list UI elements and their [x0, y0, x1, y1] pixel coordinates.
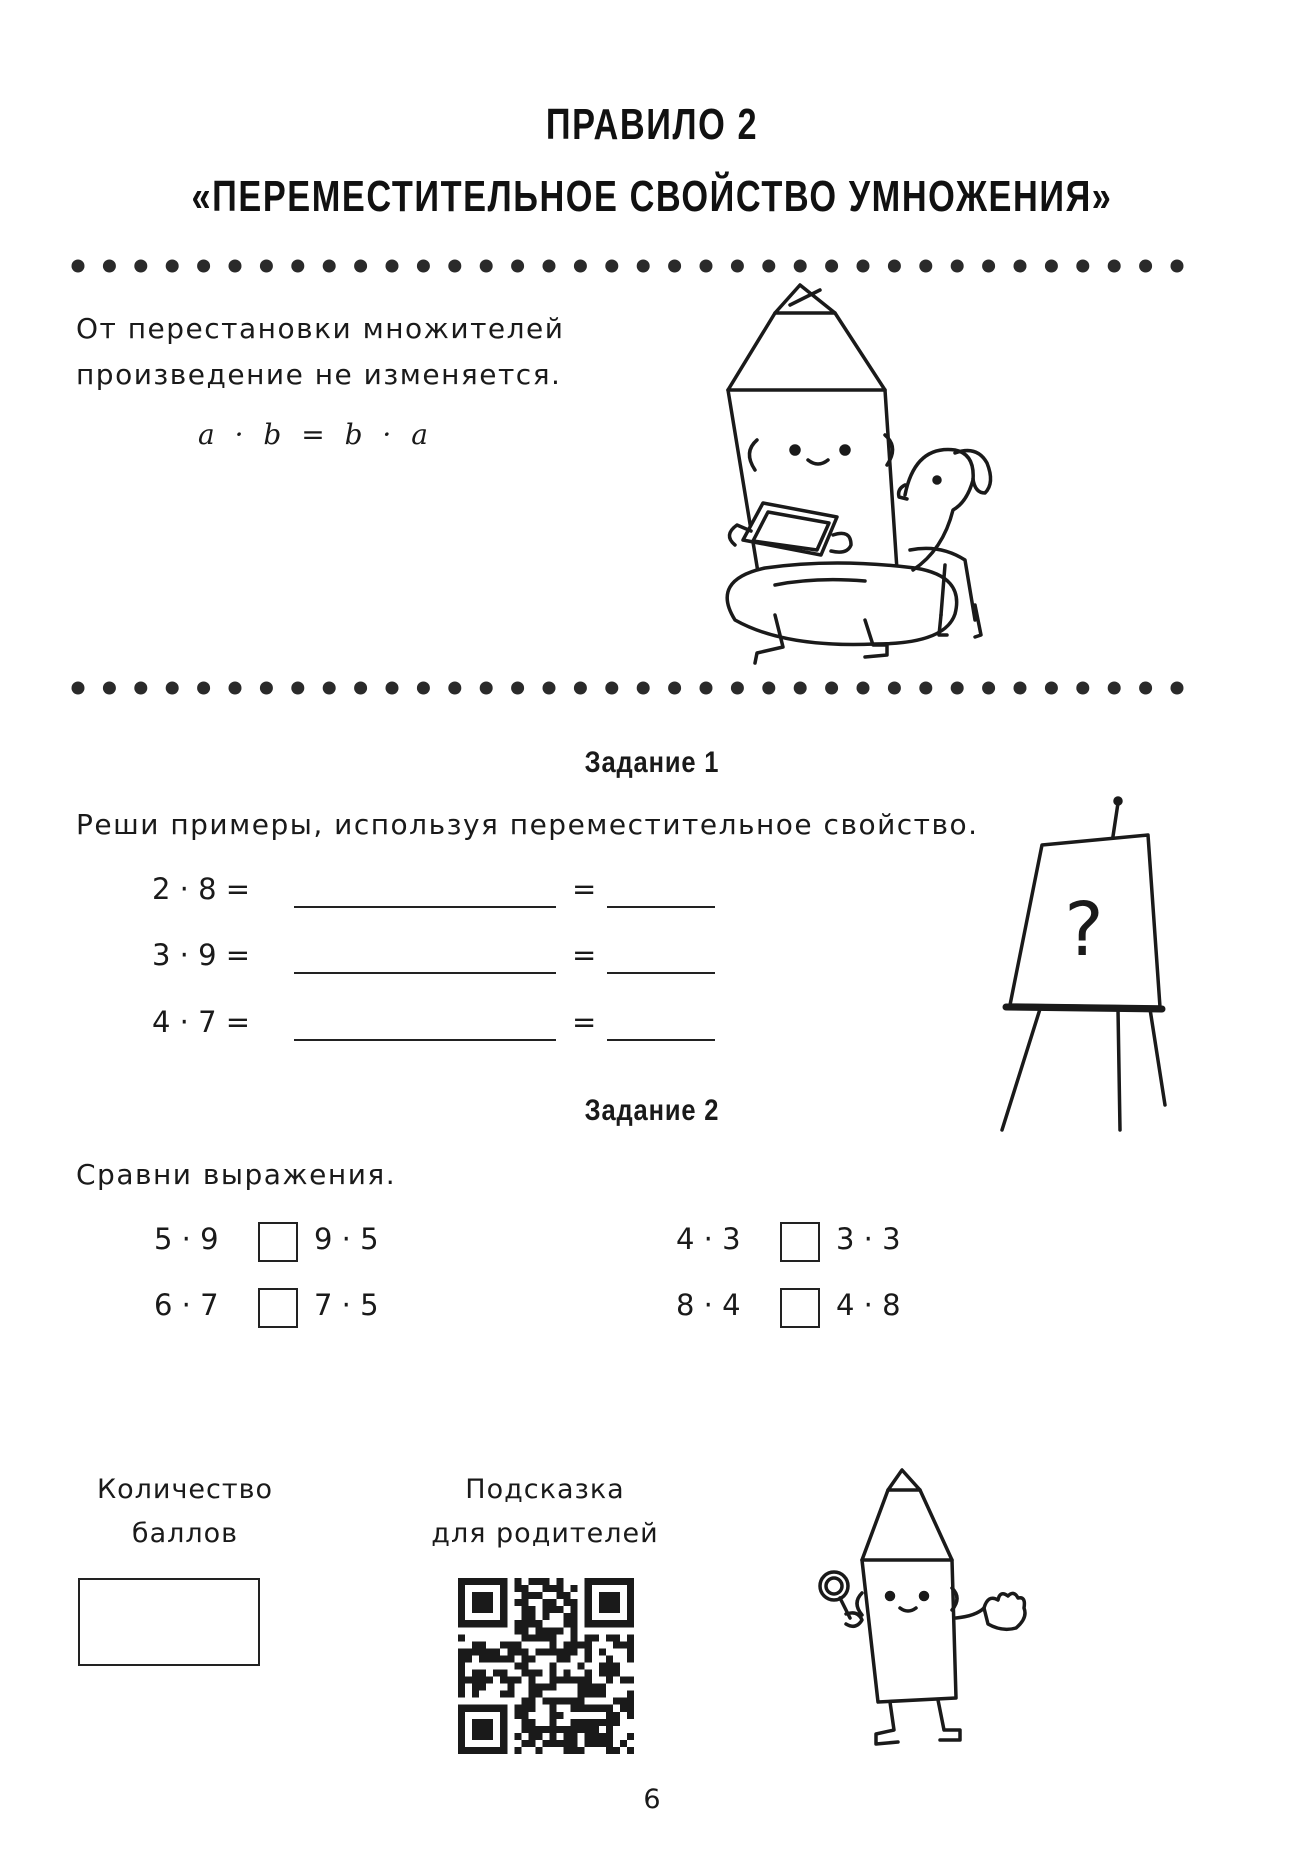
compare-row	[676, 1288, 936, 1328]
compare-left: 6 · 7	[154, 1288, 219, 1322]
divider-dot	[166, 260, 179, 273]
divider-dot	[1171, 682, 1184, 695]
score-label-line2: баллов	[131, 1518, 239, 1549]
task1-instruction: Реши примеры, используя переместительное свойство.	[76, 808, 979, 841]
divider-dot	[1139, 682, 1152, 695]
divider-dot	[668, 682, 681, 695]
task1-expression: 3 · 9 =	[152, 938, 251, 972]
divider-dot	[354, 260, 367, 273]
equals-sign: =	[572, 872, 597, 906]
divider-dot	[417, 682, 430, 695]
divider-dot	[72, 682, 85, 695]
divider-dot	[480, 260, 493, 273]
divider-dot	[668, 260, 681, 273]
divider-dot	[794, 260, 807, 273]
divider-dot	[982, 260, 995, 273]
divider-dot	[103, 260, 116, 273]
dotted-divider-top	[70, 256, 1190, 276]
compare-left: 8 · 4	[676, 1288, 741, 1322]
answer-line-result[interactable]	[607, 1039, 715, 1041]
divider-dot	[951, 260, 964, 273]
divider-dot	[762, 682, 775, 695]
score-label-line1: Количество	[96, 1474, 274, 1505]
divider-dot	[511, 260, 524, 273]
divider-dot	[134, 682, 147, 695]
divider-dot	[229, 682, 242, 695]
compare-sign-box[interactable]	[258, 1222, 298, 1262]
compare-sign-box[interactable]	[780, 1222, 820, 1262]
task1-expression: 2 · 8 =	[152, 872, 251, 906]
divider-dot	[794, 682, 807, 695]
task2-instruction: Сравни выражения.	[76, 1158, 397, 1191]
pencil-character-with-dog-illustration	[705, 285, 1045, 665]
dotted-divider-middle	[70, 678, 1190, 698]
divider-dot	[574, 682, 587, 695]
parent-hint-line1: Подсказка	[465, 1474, 625, 1505]
divider-dot	[1108, 260, 1121, 273]
task2-heading: Задание 2	[584, 1094, 720, 1127]
divider-dot	[1076, 682, 1089, 695]
divider-dot	[1108, 682, 1121, 695]
divider-dot	[1045, 682, 1058, 695]
divider-dot	[857, 260, 870, 273]
divider-dot	[762, 260, 775, 273]
rule-formula: a · b = b · a	[198, 418, 430, 451]
divider-dot	[386, 682, 399, 695]
divider-dot	[511, 682, 524, 695]
task1-expression: 4 · 7 =	[152, 1005, 251, 1039]
answer-line-swapped[interactable]	[294, 1039, 556, 1041]
divider-dot	[448, 682, 461, 695]
divider-dot	[1045, 260, 1058, 273]
score-box[interactable]	[78, 1578, 260, 1666]
divider-dot	[731, 682, 744, 695]
divider-dot	[323, 682, 336, 695]
divider-dot	[1171, 260, 1184, 273]
divider-dot	[637, 682, 650, 695]
task1-heading: Задание 1	[584, 746, 720, 779]
divider-dot	[323, 260, 336, 273]
divider-dot	[700, 260, 713, 273]
compare-right: 9 · 5	[314, 1222, 379, 1256]
divider-dot	[919, 260, 932, 273]
divider-dot	[134, 260, 147, 273]
divider-dot	[354, 682, 367, 695]
divider-dot	[448, 260, 461, 273]
qr-code-image[interactable]	[458, 1578, 634, 1754]
divider-dot	[386, 260, 399, 273]
score-label	[60, 1468, 310, 1556]
answer-line-swapped[interactable]	[294, 972, 556, 974]
divider-dot	[1139, 260, 1152, 273]
compare-left: 5 · 9	[154, 1222, 219, 1256]
parent-hint-label	[410, 1468, 680, 1556]
answer-line-swapped[interactable]	[294, 906, 556, 908]
divider-dot	[291, 260, 304, 273]
divider-dot	[543, 260, 556, 273]
divider-dot	[543, 682, 556, 695]
compare-row	[676, 1222, 936, 1262]
divider-dot	[637, 260, 650, 273]
rule-text-line1: От перестановки множителей	[76, 312, 565, 345]
divider-dot	[1014, 682, 1027, 695]
compare-row	[154, 1288, 414, 1328]
compare-right: 7 · 5	[314, 1288, 379, 1322]
divider-dot	[919, 682, 932, 695]
divider-dot	[825, 682, 838, 695]
divider-dot	[260, 682, 273, 695]
divider-dot	[951, 682, 964, 695]
divider-dot	[888, 260, 901, 273]
divider-dot	[197, 682, 210, 695]
divider-dot	[103, 682, 116, 695]
compare-right: 4 · 8	[836, 1288, 901, 1322]
divider-dot	[260, 260, 273, 273]
divider-dot	[731, 260, 744, 273]
divider-dot	[229, 260, 242, 273]
rule-title: ПРАВИЛО 2	[545, 100, 759, 149]
divider-dot	[480, 682, 493, 695]
divider-dot	[1076, 260, 1089, 273]
divider-dot	[72, 260, 85, 273]
answer-line-result[interactable]	[607, 972, 715, 974]
page-number: 6	[643, 1784, 661, 1815]
equals-sign: =	[572, 938, 597, 972]
equals-sign: =	[572, 1005, 597, 1039]
divider-dot	[197, 260, 210, 273]
divider-dot	[700, 682, 713, 695]
compare-sign-box[interactable]	[258, 1288, 298, 1328]
svg-text:?: ?	[1064, 887, 1104, 973]
divider-dot	[417, 260, 430, 273]
rule-text-line2: произведение не изменяется.	[76, 358, 562, 391]
answer-line-result[interactable]	[607, 906, 715, 908]
divider-dot	[166, 682, 179, 695]
compare-sign-box[interactable]	[780, 1288, 820, 1328]
divider-dot	[605, 682, 618, 695]
divider-dot	[825, 260, 838, 273]
compare-right: 3 · 3	[836, 1222, 901, 1256]
divider-dot	[982, 682, 995, 695]
compare-left: 4 · 3	[676, 1222, 741, 1256]
divider-dot	[291, 682, 304, 695]
rule-subtitle: «ПЕРЕМЕСТИТЕЛЬНОЕ СВОЙСТВО УМНОЖЕНИЯ»	[191, 172, 1113, 221]
divider-dot	[605, 260, 618, 273]
divider-dot	[857, 682, 870, 695]
parent-hint-line2: для родителей	[431, 1518, 659, 1549]
divider-dot	[888, 682, 901, 695]
divider-dot	[1014, 260, 1027, 273]
pencil-magnifier-illustration	[820, 1468, 1050, 1758]
divider-dot	[574, 260, 587, 273]
compare-row	[154, 1222, 414, 1262]
easel-question-illustration	[1000, 795, 1170, 1135]
